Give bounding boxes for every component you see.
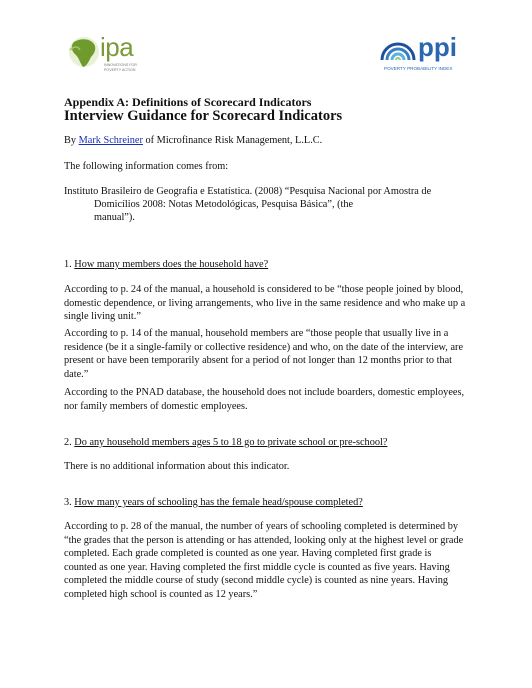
paragraph — [64, 386, 464, 413]
page-title: Interview Guidance for Scorecard Indicators — [64, 108, 343, 124]
intro-text: The following information comes from: — [64, 161, 229, 172]
paragraph-line: According to p. 28 of the manual, the number of years of schooling completed is determined by — [64, 521, 459, 532]
paragraph — [64, 327, 463, 381]
paragraph-line: completed the middle course of study (second middle cycle) is counted as nine years. Having — [64, 575, 449, 587]
ipa-tagline-1: INNOVATIONS FOR — [104, 63, 137, 67]
paragraph-line: domestic dependence, or living arrangements, who live in the same residence and who make up a — [64, 297, 466, 309]
paragraph-line: present or have been temporarily absent for a period of not longer than 12 months prior to that — [64, 355, 453, 367]
paragraph-line: completed. Each grade completed is counted as one year. Having completed first grade is — [64, 548, 432, 560]
paragraph-line: According to p. 24 of the manual, a household is considered to be “those people joined by blood, — [64, 284, 464, 295]
byline-suffix: of Microfinance Risk Management, L.L.C. — [142, 135, 323, 146]
question-3 — [64, 496, 363, 510]
question-number: 1. — [64, 259, 75, 270]
ipa-logo — [64, 30, 164, 78]
paragraph-line: nor family members of domestic employees. — [64, 400, 248, 412]
question-text: How many members does the household have? — [74, 259, 269, 270]
ipa-tagline-2: POVERTY ACTION — [104, 68, 136, 72]
byline — [64, 134, 322, 148]
question-number: 2. — [64, 437, 75, 448]
paragraph — [64, 283, 465, 324]
paragraph — [64, 520, 463, 602]
byline-prefix: By — [64, 135, 79, 146]
ppi-tagline: POVERTY PROBABILITY INDEX — [384, 66, 453, 71]
paragraph-line: counted as one year. Having completed the first middle cycle is counted as five years. Having — [64, 561, 450, 573]
paragraph-line: According to p. 14 of the manual, household members are “those people that usually live in a — [64, 328, 449, 339]
paragraph-line: “the grades that the person is attending or has attended, looking only at the highest level or grade — [64, 534, 464, 546]
ppi-logo — [378, 32, 474, 80]
citation-line-1: Instituto Brasileiro de Geografia e Estatística. (2008) “Pesquisa Nacional por Amostra de — [64, 186, 432, 197]
author-link[interactable]: Mark Schreiner — [78, 135, 143, 146]
citation-line-2: Domicílios 2008: Notas Metodológicas, Pesquisa Básica”, (the — [94, 199, 354, 210]
arc-rainbow-icon — [378, 34, 418, 64]
citation-line-3: manual”). — [94, 212, 135, 223]
appendix-heading: Appendix A: Definitions of Scorecard Indicators — [64, 95, 312, 109]
paragraph — [64, 460, 289, 474]
paragraph-line: According to the PNAD database, the household does not include boarders, domestic employees, — [64, 387, 465, 398]
paragraph-line: single living unit.” — [64, 311, 141, 323]
question-1 — [64, 258, 268, 272]
question-number: 3. — [64, 497, 75, 508]
paragraph-line: date.” — [64, 368, 89, 380]
question-2 — [64, 436, 387, 450]
paragraph-line: There is no additional information about this indicator. — [64, 461, 290, 472]
ipa-wordmark: ipa — [100, 32, 134, 62]
paragraph-line: residence (be it a single-family or collective residence) and who, on the date of the interview, are — [64, 341, 464, 353]
question-text: Do any household members ages 5 to 18 go to private school or pre-school? — [74, 437, 388, 448]
question-text: How many years of schooling has the female head/spouse completed? — [74, 497, 363, 508]
ppi-wordmark: ppi — [418, 32, 457, 62]
paragraph-line: completed high school is counted as 12 years.” — [64, 588, 258, 600]
